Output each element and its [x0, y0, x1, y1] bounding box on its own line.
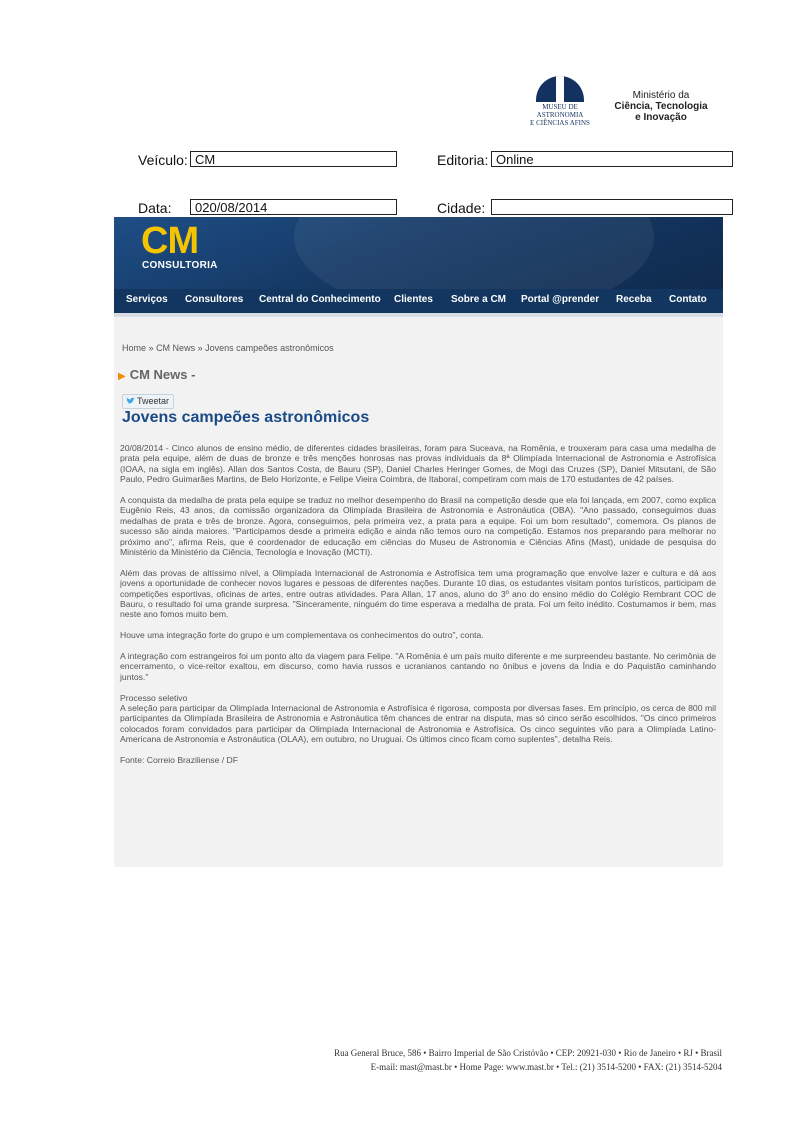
ministerio-line3: e Inovação	[635, 112, 687, 123]
article-paragraph: Além das provas de altíssimo nível, a Olimpíada Internacional de Astronomia e Astrofísica tem uma programação que envolve lazer e cultura e dá aos jovens a oportunidade de conhecer novos lugares e pessoas de diferentes nações. Durante 10 dias, os estudantes visitam pontos turísticos, participam de competições esportivas, oficinas de artes, entre outras atividades. Para Allan, 17 anos, aluno do 3º ano do ensino médio do Colégio Rembrant COC de Bauru, o resultado foi uma grande surpresa. "Sinceramente, ninguém do time esperava a medalha de prata. Foi um feito inédito. Costumamos ir bem, mas neste ano fomos muito bem.	[120, 567, 716, 620]
nav-divider	[114, 313, 723, 317]
footer-contact-line: E-mail: mast@mast.br • Home Page: www.mast.br • Tel.: (21) 3514-5200 • FAX: (21) 3514-5204	[370, 1062, 722, 1072]
ministerio-logo	[606, 90, 716, 123]
cidade-label: Cidade:	[437, 200, 486, 216]
nav-portal-aprender[interactable]: Portal @prender	[521, 294, 600, 305]
arrow-right-icon: ▶	[118, 371, 126, 382]
article-title: Jovens campeões astronômicos	[122, 409, 370, 426]
cidade-field[interactable]	[491, 199, 733, 215]
section-title	[118, 367, 195, 382]
editoria-field[interactable]: Online	[491, 151, 733, 167]
nav-receba[interactable]: Receba	[616, 294, 652, 305]
mast-logo	[530, 76, 590, 130]
ministerio-line2: Ciência, Tecnologia	[614, 101, 708, 112]
breadcrumb-current: Jovens campeões astronômicos	[205, 343, 334, 353]
veiculo-field[interactable]: CM	[190, 151, 397, 167]
ministerio-line1: Ministério da	[632, 90, 690, 101]
footer-address-line: Rua General Bruce, 586 • Bairro Imperial de São Cristóvão • CEP: 20921-030 • Rio de Janeiro • RJ • Brasil	[334, 1048, 722, 1058]
article-paragraph: Houve uma integração forte do grupo e um complementava os conhecimentos do outro", conta.	[120, 630, 484, 641]
twitter-bird-icon	[126, 397, 135, 405]
veiculo-label: Veículo:	[138, 152, 188, 168]
article-paragraph: A conquista da medalha de prata pela equipe se traduz no melhor desempenho do Brasil na competição desde que ela foi lançada, em 2007, como explica Eugênio Reis, 43 anos, da comissão organizadora da Olimpíada Brasileira de Astronomia e Astronáutica (OBA). "Ano passado, conseguimos duas medalhas de prata e três de bronze. Agora, conseguimos, pela primeira vez, a prata para a equipe. Foi um bom resultado", comemora. Os planos de sucesso são ainda maiores. "Participamos desde a primeira edição e ainda não temos ouro na competição. Estamos nos preparando para melhorar no próximo ano", afirma Reis, que é coordenador de educação em ciências do Museu de Astronomia e Ciências Afins (Mast), unidade de pesquisa do Ministério da Ministério da Ciência, Tecnologia e Inovação (MCTI).	[120, 495, 716, 558]
nav-servicos[interactable]: Serviços	[126, 294, 168, 305]
section-title-text: CM News -	[129, 367, 196, 382]
main-nav	[114, 289, 723, 313]
editoria-label: Editoria:	[437, 152, 489, 168]
footer-address	[200, 1046, 722, 1074]
nav-sobre[interactable]: Sobre a CM	[451, 294, 507, 305]
data-label: Data:	[138, 200, 172, 216]
tweet-button-label: Tweetar	[137, 396, 170, 406]
site-banner	[114, 217, 723, 289]
observatory-dome-icon	[536, 76, 584, 102]
article-subheading: Processo seletivo	[120, 692, 188, 703]
article-paragraph: A seleção para participar da Olimpíada Internacional de Astronomia e Astrofísica é rigorosa, composta por diversas fases. Em princípio, os cerca de 800 mil participantes da Olimpíada Brasileira de Astronomia e Astronáutica têm chances de entrar na disputa, mas só cinco serão escolhidos. "Os cinco primeiros colocados foram convidados para participar da Olimpíada Internacional de Astronomia e Astrofísica. Os cinco seguintes vão para a Olimpíada Latino-Americana de Astronomia e Astronáutica (OLAA), em outubro, no Uruguai. Os últimos cinco ficam como suplentes", detalha Reis.	[120, 703, 716, 745]
tweet-button[interactable]	[122, 394, 174, 409]
article-body	[120, 443, 716, 776]
nav-consultores[interactable]: Consultores	[185, 294, 244, 305]
nav-contato[interactable]: Contato	[669, 294, 707, 305]
article-capture	[114, 217, 723, 867]
breadcrumb-separator: »	[148, 343, 154, 353]
breadcrumb	[122, 343, 334, 353]
data-field[interactable]: 020/08/2014	[190, 199, 397, 215]
mast-logo-text: MUSEU DE ASTRONOMIA E CIÊNCIAS AFINS	[530, 103, 590, 127]
breadcrumb-home[interactable]: Home	[122, 343, 147, 353]
cm-logo[interactable]: CM	[141, 220, 199, 262]
nav-clientes[interactable]: Clientes	[394, 294, 433, 305]
article-source: Fonte: Correio Braziliense / DF	[120, 755, 238, 766]
nav-central-conhecimento[interactable]: Central do Conhecimento	[259, 294, 381, 305]
breadcrumb-cm-news[interactable]: CM News	[156, 343, 196, 353]
article-paragraph: 20/08/2014 - Cinco alunos de ensino médio, de diferentes cidades brasileiras, foram para Suceava, na Romênia, e trouxeram para casa uma medalha de prata pela equipe, além de duas de bronze e três menções honrosas nas provas individuais da 8ª Olimpíada Internacional de Astronomia e Astrofísica (IOAA, na sigla em inglês). Allan dos Santos Costa, de Bauru (SP), Daniel Charles Heringer Gomes, de Mogi das Cruzes (SP), Daniel Mitsutani, de São Paulo, Pedro Guimarães Martins, de Belo Horizonte, e Felipe Vieira Coimbra, de Itaboraí, competiram com mais de 170 estudantes de 42 países.	[120, 443, 716, 485]
breadcrumb-separator: »	[197, 343, 203, 353]
article-paragraph: A integração com estrangeiros foi um ponto alto da viagem para Felipe. "A Romênia é um país muito diferente e me surpreendeu bastante. No cerimônia de encerramento, o vice-reitor exaltou, em discurso, como havia russos e ucranianos cantando no ônibus e jovens da Índia e do Paquistão caminhando juntos."	[120, 651, 716, 682]
cm-logo-subtitle: CONSULTORIA	[142, 260, 218, 271]
